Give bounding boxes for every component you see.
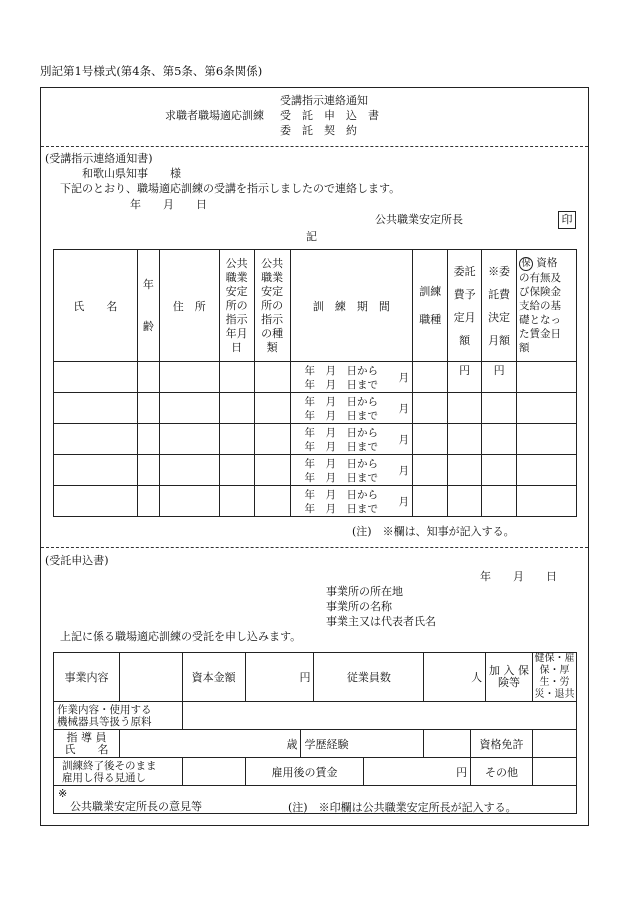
table-cell: [482, 393, 517, 424]
table-cell: [448, 486, 482, 517]
col-age: 年 齢: [137, 250, 159, 362]
table-cell: [254, 486, 290, 517]
notice-section-label: (受講指示連絡通知書): [45, 152, 153, 165]
table-cell: [219, 455, 254, 486]
table-cell: [159, 486, 219, 517]
table-row: [54, 362, 577, 393]
header-line3: 委 託 契 約: [280, 124, 357, 137]
table-cell: [254, 424, 290, 455]
divider-mid: [41, 547, 588, 548]
other-label: その他: [471, 758, 533, 786]
table-cell: [137, 362, 159, 393]
header-line1: 受講指示連絡通知: [280, 94, 368, 107]
table-cell: [517, 362, 577, 393]
employees-label: 従業員数: [314, 653, 424, 702]
license-value: [532, 730, 576, 758]
col-instruction-type: 公共 職業 安定 所の 指示 の種 類: [254, 250, 290, 362]
owner-name: 事業主又は代表者氏名: [326, 615, 436, 628]
table-cell: [219, 424, 254, 455]
yen-cell: 円: [482, 362, 517, 393]
table-cell: [137, 393, 159, 424]
business-table: [53, 652, 577, 814]
table-row: [54, 424, 577, 455]
work-content-label: 作業内容・使用する 機械器具等扱う原料: [54, 702, 183, 730]
yen-cell: 円: [448, 362, 482, 393]
capital-value: 円: [245, 653, 314, 702]
trainee-table: [53, 249, 577, 517]
col-period: 訓 練 期 間: [290, 250, 413, 362]
work-content-value: [182, 702, 576, 730]
col-insurance: 保 資格 の有無及 び保険金 支給の基 礎となっ た賃金日 額: [517, 250, 577, 362]
capital-label: 資本金額: [182, 653, 245, 702]
notice-sender: 公共職業安定所長: [375, 213, 463, 226]
table-cell: [159, 424, 219, 455]
table-cell: [137, 486, 159, 517]
employment-outlook-value: [182, 758, 245, 786]
table-cell: [137, 424, 159, 455]
form-title: 別記第1号様式(第4条、第5条、第6条関係): [40, 64, 263, 78]
header-line2: 受 託 申 込 書: [280, 109, 379, 122]
table-cell: [159, 393, 219, 424]
table-cell: [482, 424, 517, 455]
employees-value: 人: [424, 653, 486, 702]
table-cell: [448, 455, 482, 486]
apply-section-label: (受託申込書): [45, 554, 109, 567]
table-row: [54, 393, 577, 424]
table-cell: [413, 486, 448, 517]
table-cell: [219, 362, 254, 393]
table-cell: [482, 486, 517, 517]
table-cell: [159, 455, 219, 486]
insurance-label: 加 入 保 険等: [486, 653, 533, 702]
insurance-mark-icon: 保: [519, 257, 533, 271]
col-fee-plan: 委託 費予 定月 額: [448, 250, 482, 362]
wage-after-label: 雇用後の賃金: [245, 758, 364, 786]
table-cell: [219, 393, 254, 424]
office-location: 事業所の所在地: [326, 585, 403, 598]
license-label: 資格免許: [471, 730, 533, 758]
table-cell: [482, 455, 517, 486]
period-cell: 年 月 日から 年 月 日まで 月: [290, 486, 413, 517]
table-row: [54, 486, 577, 517]
table-cell: [54, 393, 138, 424]
divider-top: [41, 146, 588, 147]
table-cell: [254, 455, 290, 486]
table-cell: [254, 362, 290, 393]
opinion-cell: ※ 公共職業安定所長の意見等: [54, 786, 577, 814]
table-cell: [448, 424, 482, 455]
office-name: 事業所の名称: [326, 600, 392, 613]
table-cell: [413, 455, 448, 486]
table-cell: [448, 393, 482, 424]
insurance-list: 健保・雇保・厚 生・労災・退共: [532, 653, 576, 702]
table-cell: [413, 393, 448, 424]
table-cell: [413, 362, 448, 393]
other-value: [532, 758, 576, 786]
apply-body: 上記に係る職場適応訓練の受託を申し込みます。: [60, 630, 302, 643]
table-cell: [54, 362, 138, 393]
education-value: [424, 730, 471, 758]
notice-addressee: 和歌山県知事 様: [82, 167, 181, 180]
period-cell: 年 月 日から 年 月 日まで 月: [290, 393, 413, 424]
table-cell: [517, 486, 577, 517]
period-cell: 年 月 日から 年 月 日まで 月: [290, 362, 413, 393]
col-fee-decided: ※委 託費 決定 月額: [482, 250, 517, 362]
table-cell: [54, 486, 138, 517]
education-label: 学歴経験: [301, 730, 424, 758]
table-cell: [517, 455, 577, 486]
business-label: 事業内容: [54, 653, 120, 702]
table-cell: [517, 424, 577, 455]
employment-outlook-label: 訓練終了後そのまま 雇用し得る見通し: [54, 758, 183, 786]
seal-mark: 印: [558, 211, 576, 229]
table-cell: [413, 424, 448, 455]
table-row: [54, 455, 577, 486]
table-cell: [254, 393, 290, 424]
period-cell: 年 月 日から 年 月 日まで 月: [290, 455, 413, 486]
header-prefix: 求職者職場適応訓練: [165, 109, 264, 122]
table-cell: [54, 424, 138, 455]
notice-ki: 記: [306, 230, 317, 243]
table-cell: [137, 455, 159, 486]
wage-after-value: 円: [364, 758, 471, 786]
table-cell: [159, 362, 219, 393]
instructor-value: 歳: [119, 730, 301, 758]
note-2: (注) ※印欄は公共職業安定所長が記入する。: [288, 801, 517, 814]
apply-date: 年 月 日: [480, 570, 557, 583]
notice-body: 下記のとおり、職場適応訓練の受講を指示しましたので連絡します。: [60, 182, 401, 195]
period-cell: 年 月 日から 年 月 日まで 月: [290, 424, 413, 455]
col-instruction-date: 公共 職業 安定 所の 指示 年月 日: [219, 250, 254, 362]
col-kind: 訓練 職種: [413, 250, 448, 362]
note-1: (注) ※欄は、知事が記入する。: [352, 525, 515, 538]
table-cell: [54, 455, 138, 486]
col-address: 住 所: [159, 250, 219, 362]
table-cell: [517, 393, 577, 424]
instructor-label: 指 導 員 氏 名: [54, 730, 120, 758]
business-value: [119, 653, 182, 702]
table-cell: [219, 486, 254, 517]
notice-date: 年 月 日: [130, 198, 207, 211]
col-name: 氏 名: [54, 250, 138, 362]
